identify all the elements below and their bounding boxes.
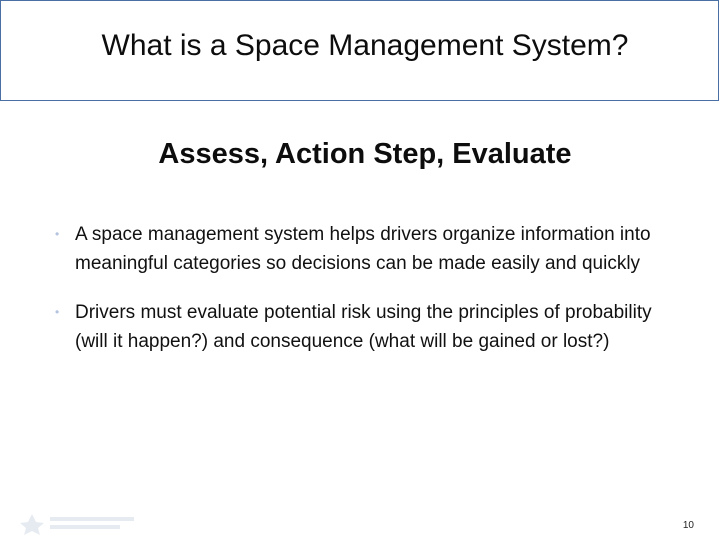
slide-title: What is a Space Management System? [101, 29, 629, 62]
bullet-item [49, 220, 659, 278]
bullet-list [49, 220, 659, 376]
bullet-text: Drivers must evaluate potential risk using the principles of probability (will it happen?) and consequence (what will be gained or lost?) [75, 302, 652, 352]
bullet-marker-icon: • [55, 227, 60, 241]
faded-logo-icon [18, 510, 138, 536]
page-number: 10 [682, 520, 694, 531]
bullet-text: A space management system helps drivers organize information into meaningful categories so decisions can be made easily and quickly [75, 224, 651, 274]
slide-subtitle: Assess, Action Step, Evaluate [158, 138, 572, 170]
bullet-item [49, 298, 659, 356]
bullet-marker-icon: • [55, 305, 60, 319]
